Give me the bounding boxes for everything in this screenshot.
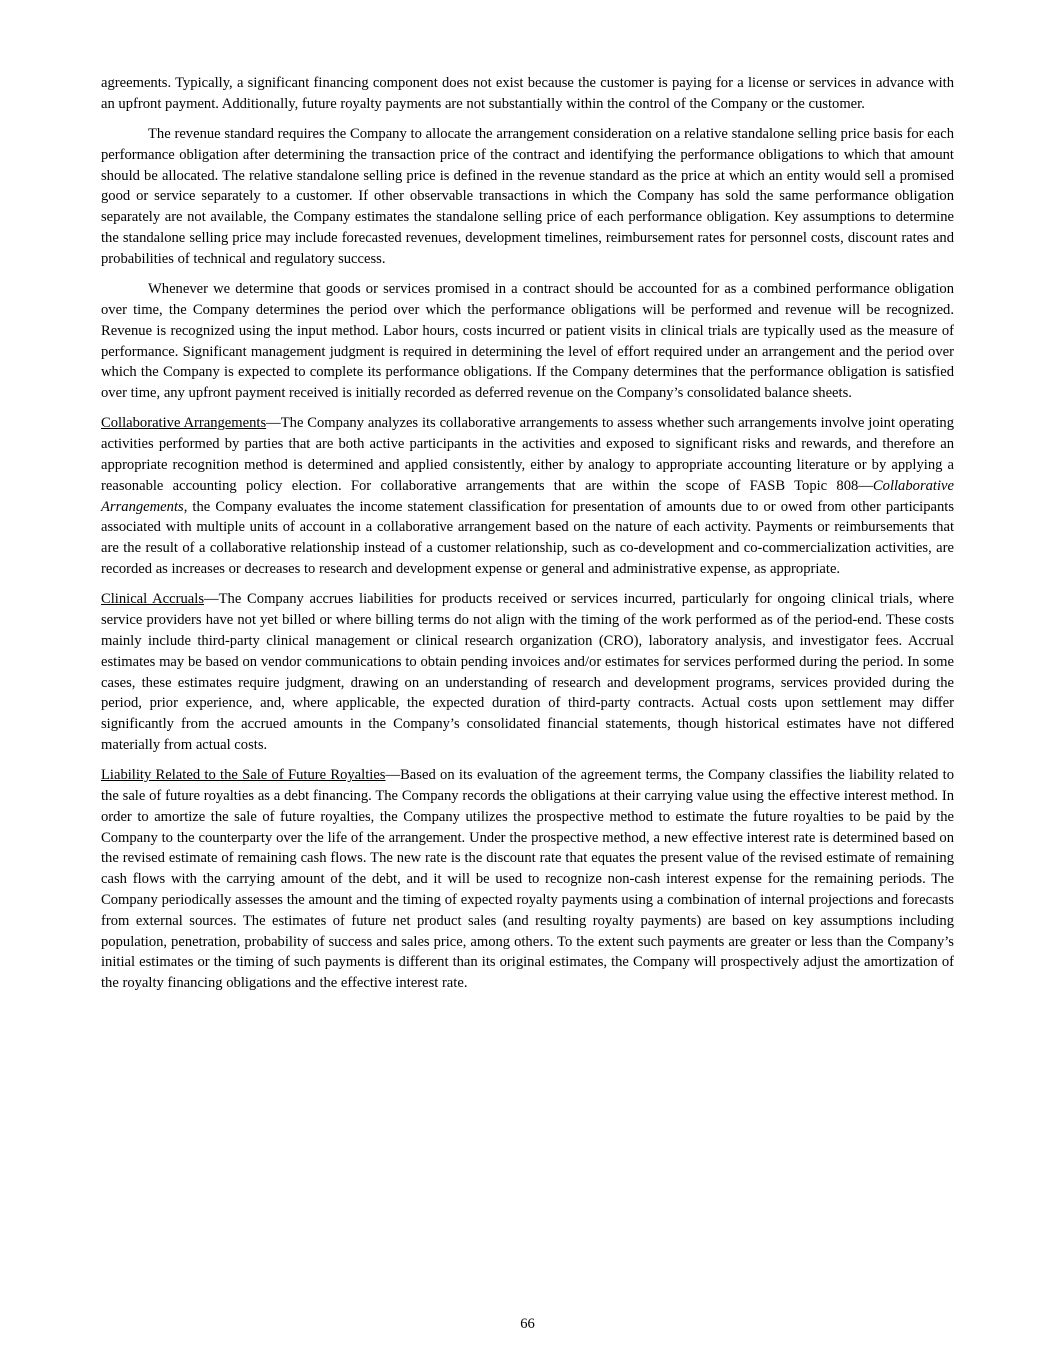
paragraph-collaborative-arrangements	[101, 413, 954, 579]
collaborative-text-b: , the Company evaluates the income statement classification for presentation of amounts due to or owed from other participants associated with multiple units of account in a collaborative arrangement based on the nature of each activity. Payments or reimbursements that are the result of a collaborative relationship instead of a customer relationship, such as co-development and co-commercialization activities, are recorded as increases or decreases to research and development expense or general and administrative expense, as appropriate.	[101, 498, 954, 578]
collaborative-italic-term: Collaborative Arrangements	[101, 477, 954, 515]
collaborative-text-a: —The Company analyzes its collaborative arrangements to assess whether such arrangements involve joint operating activities performed by parties that are both active participants in the activities and exposed to significant risks and rewards, and therefore an appropriate recognition method is determined and applied consistently, either by analogy to appropriate accounting literature or by applying a reasonable accounting policy election. For collaborative arrangements that are within the scope of FASB Topic 808—	[101, 415, 954, 494]
heading-collaborative-arrangements: Collaborative Arrangements	[101, 415, 267, 432]
document-body	[101, 73, 954, 1003]
heading-clinical-accruals: Clinical Accruals	[101, 591, 205, 608]
paragraph-financing-component: agreements. Typically, a significant financing component does not exist because the customer is paying for a license or services in advance with an upfront payment. Additionally, future royalty payments are not substantially within the control of the Company or the customer.	[101, 75, 954, 112]
paragraph-performance-obligation: Whenever we determine that goods or services promised in a contract should be accounted for as a combined performance obligation over time, the Company determines the period over which the performance obligations will be performed and revenue will be recognized. Revenue is recognized using the input method. Labor hours, costs incurred or patient visits in clinical trials are typically used as the measure of performance. Significant management judgment is required in determining the level of effort required under an arrangement and the period over which the Company is expected to complete its performance obligations. If the Company determines that the performance obligation is satisfied over time, any upfront payment received is initially recorded as deferred revenue on the Company’s consolidated balance sheets.	[101, 281, 954, 402]
paragraph-standalone-selling-price: The revenue standard requires the Company to allocate the arrangement consideration on a relative standalone selling price basis for each performance obligation after determining the transaction price of the contract and identifying the performance obligations to which that amount should be allocated. The relative standalone selling price is defined in the revenue standard as the price at which an entity would sell a promised good or service separately to a customer. If other observable transactions in which the Company has sold the same performance obligation separately are not available, the Company estimates the standalone selling price of each performance obligation. Key assumptions to determine the standalone selling price may include forecasted revenues, development timelines, reimbursement rates for personnel costs, discount rates and probabilities of technical and regulatory success.	[101, 126, 954, 267]
heading-future-royalties: Liability Related to the Sale of Future Royalties	[101, 767, 386, 784]
future-royalties-text: —Based on its evaluation of the agreement terms, the Company classifies the liability related to the sale of future royalties as a debt financing. The Company records the obligations at their carrying value using the effective interest method. In order to amortize the sale of future royalties, the Company utilizes the prospective method to estimate the future royalties to be paid by the Company to the counterparty over the life of the arrangement. Under the prospective method, a new effective interest rate is determined based on the revised estimate of remaining cash flows. The new rate is the discount rate that equates the present value of the revised estimate of remaining cash flows with the carrying amount of the debt, and it will be used to recognize non-cash interest expense for the remaining periods. The Company periodically assesses the amount and the timing of expected royalty payments using a combination of internal projections and forecasts from external sources. The estimates of future net product sales (and resulting royalty payments) are based on key assumptions including population, penetration, probability of success and sales price, among others. To the extent such payments are greater or less than the Company’s initial estimates or the timing of such payments is different than its original estimates, the Company will prospectively adjust the amortization of the royalty financing obligations and the effective interest rate.	[101, 767, 954, 992]
paragraph-future-royalties	[101, 765, 954, 994]
paragraph-clinical-accruals	[101, 589, 954, 755]
page-number: 66	[520, 1316, 535, 1332]
clinical-accruals-text: —The Company accrues liabilities for products received or services incurred, particularly for ongoing clinical trials, where service providers have not yet billed or where billing terms do not align with the timing of the work performed as of the period-end. These costs mainly include third-party clinical management or clinical research organization (CRO), laboratory analysis, and investigator fees. Accrual estimates may be based on vendor communications to obtain pending invoices and/or estimates for services performed during the period. In some cases, these estimates require judgment, drawing on an understanding of research and development programs, services provided during the period, prior experience, and, where applicable, the expected duration of third-party contracts. Actual costs upon settlement may differ significantly from the accrued amounts in the Company’s consolidated financial statements, though historical estimates have not differed materially from actual costs.	[101, 591, 954, 753]
